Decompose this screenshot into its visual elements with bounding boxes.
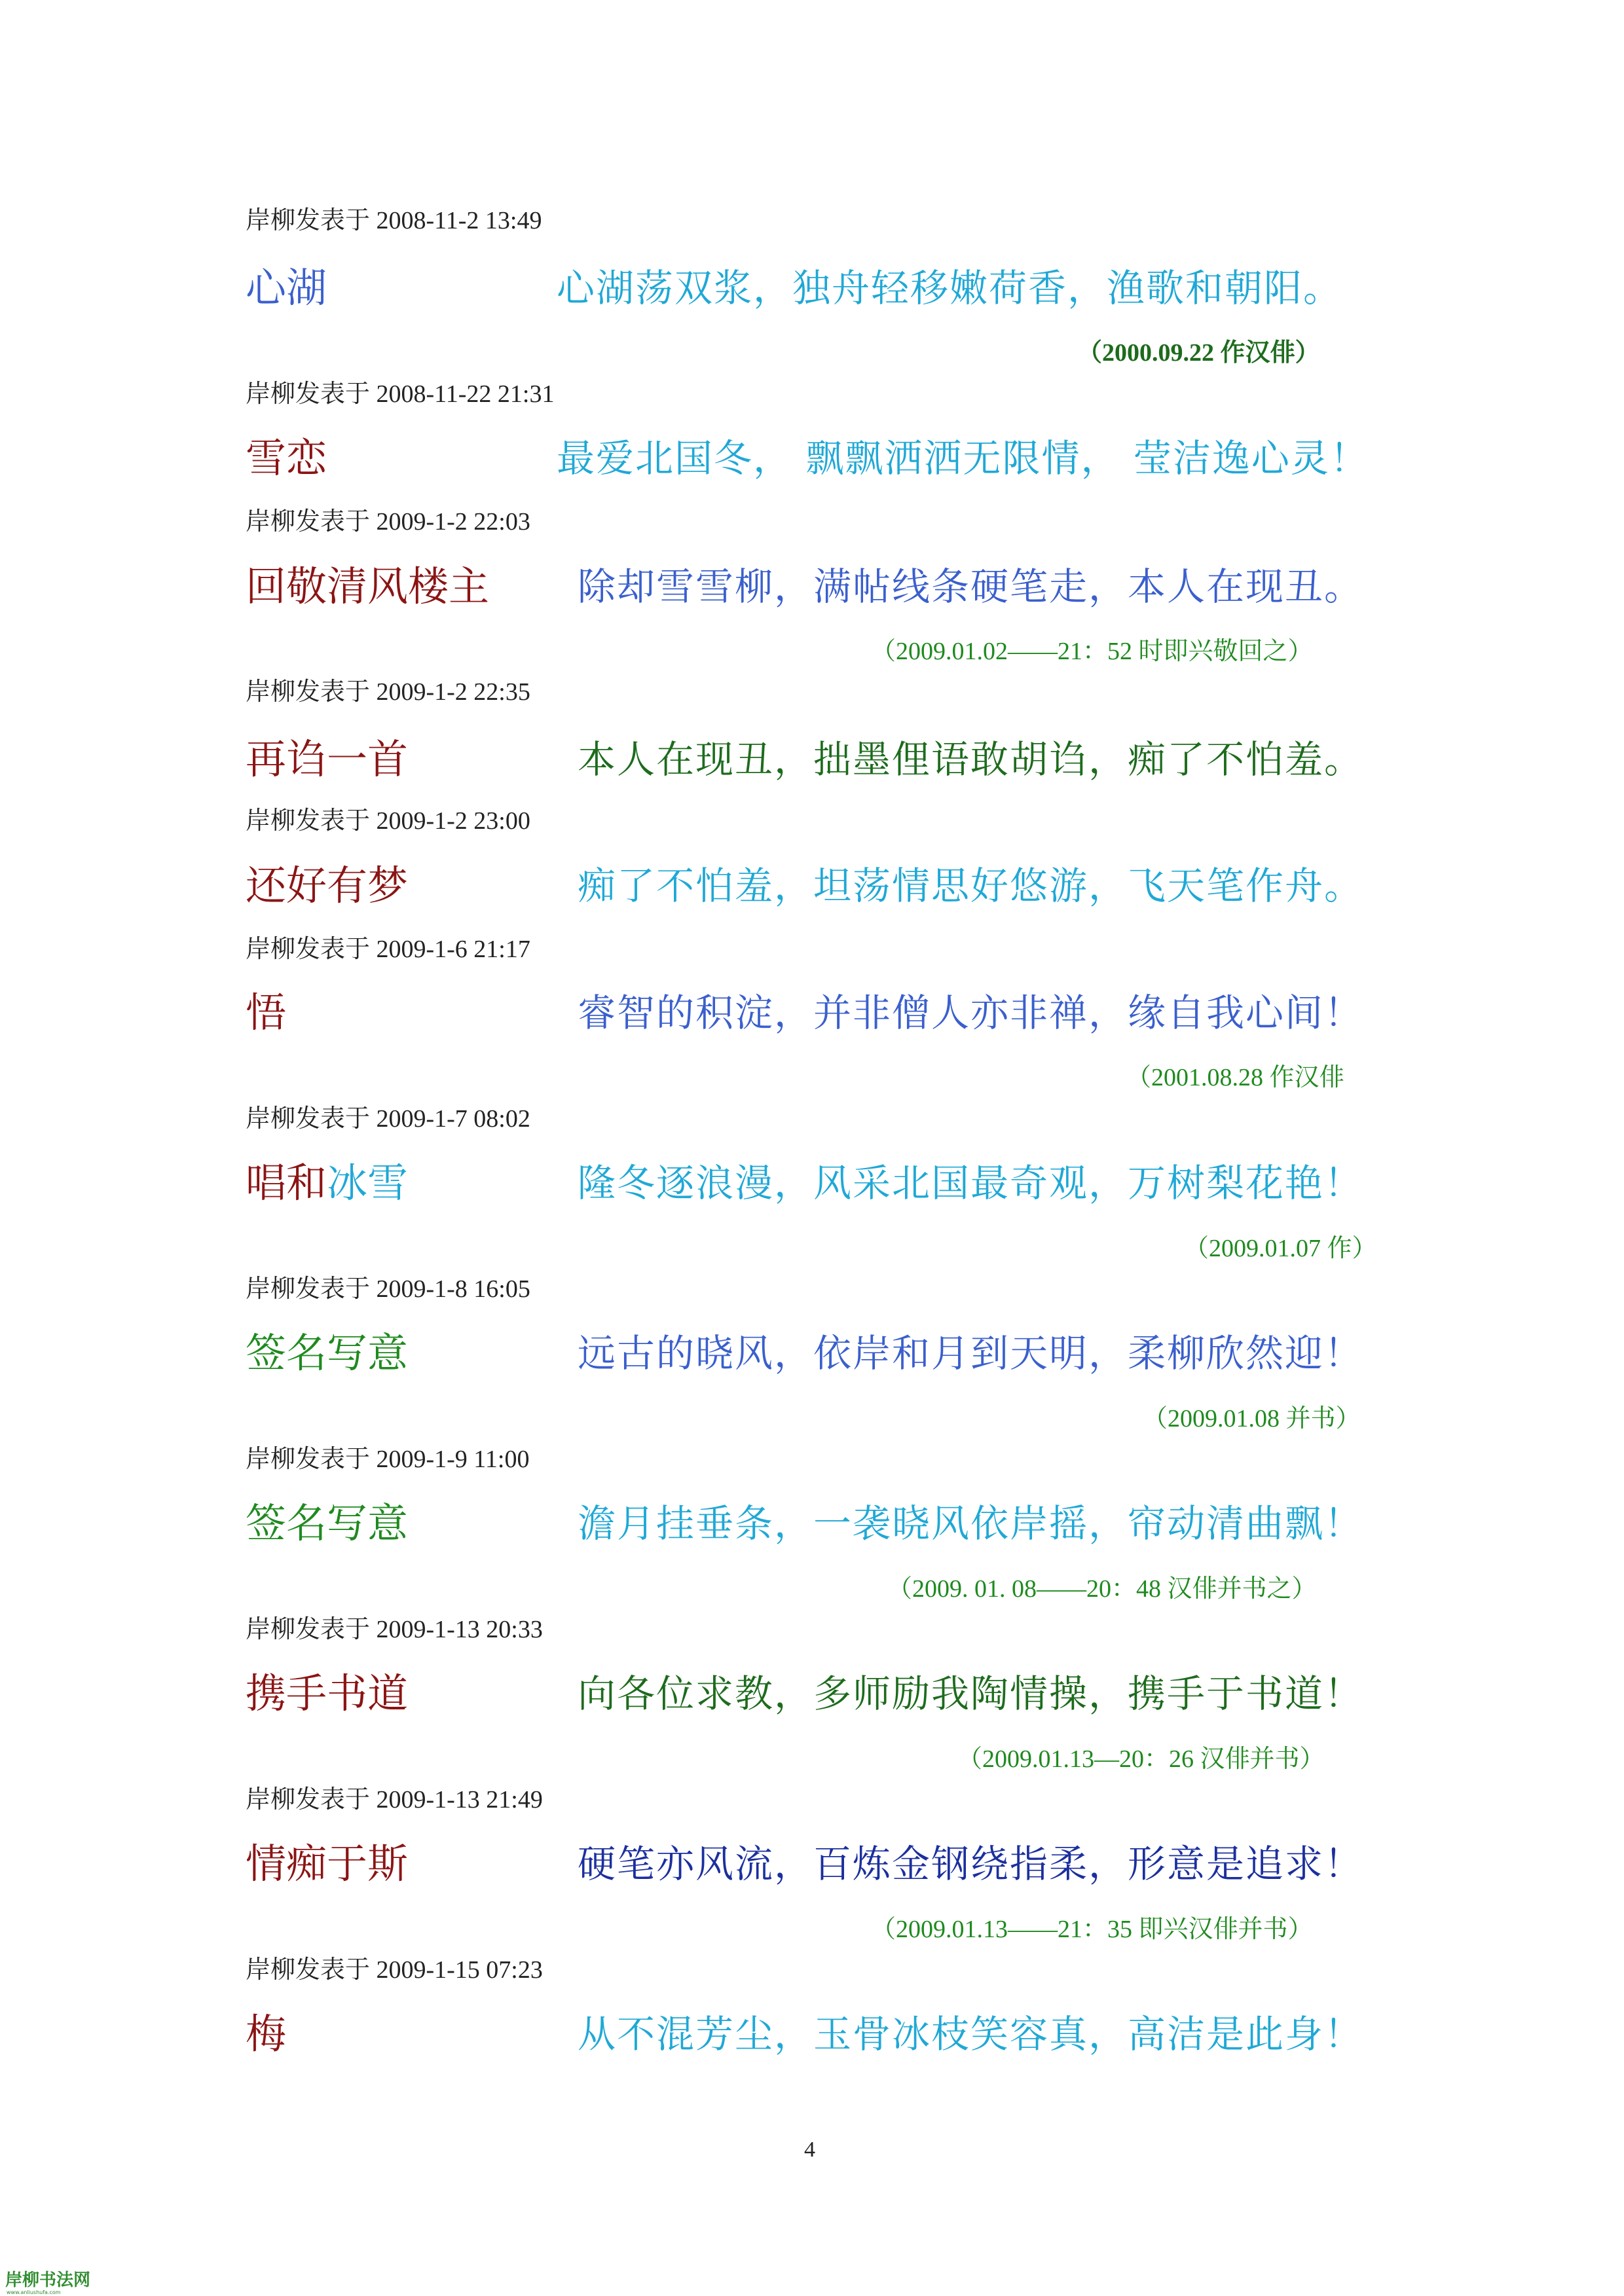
post-title: 还好有梦 <box>246 862 409 909</box>
post-verse: 除却雪雪柳，满帖线条硬笔走，本人在现丑。 <box>578 564 1364 609</box>
post-meta: 岸柳发表于 2009-1-2 23:00 <box>246 807 530 835</box>
post-note: （2000.09.22 作汉俳） <box>1077 339 1320 367</box>
post-meta: 岸柳发表于 2008-11-2 13:49 <box>246 207 542 234</box>
post-title: 情痴于斯 <box>246 1840 409 1887</box>
post-verse: 心湖荡双浆，独舟轻移嫩荷香，渔歌和朝阳。 <box>557 266 1343 310</box>
post-meta: 岸柳发表于 2009-1-6 21:17 <box>246 936 530 963</box>
post-title-part: 唱和 <box>246 1159 327 1207</box>
post-title: 心湖 <box>246 264 327 312</box>
post-verse: 硬笔亦风流，百炼金钢绕指柔，形意是追求！ <box>578 1842 1364 1886</box>
post-meta: 岸柳发表于 2009-1-13 20:33 <box>246 1616 543 1643</box>
post-meta: 岸柳发表于 2009-1-13 21:49 <box>246 1786 543 1813</box>
post-meta: 岸柳发表于 2008-11-22 21:31 <box>246 380 555 408</box>
post-meta: 岸柳发表于 2009-1-7 08:02 <box>246 1105 530 1133</box>
post-note: （2009.01.13——21：35 即兴汉俳并书） <box>871 1916 1313 1943</box>
post-verse: 向各位求教，多师励我陶情操，携手于书道！ <box>578 1671 1364 1716</box>
post-title: 悟 <box>246 989 287 1036</box>
post-title: 回敬清风楼主 <box>246 562 490 610</box>
post-note: （2009.01.02——21：52 时即兴敬回之） <box>871 638 1313 665</box>
post-title: 雪恋 <box>246 434 327 482</box>
post-note: （2009.01.07 作） <box>1184 1235 1377 1262</box>
post-meta: 岸柳发表于 2009-1-15 07:23 <box>246 1956 543 1984</box>
page-number: 4 <box>804 2138 815 2162</box>
post-title-part: 冰雪 <box>327 1159 409 1207</box>
post-verse: 从不混芳尘，玉骨冰枝笑容真，高洁是此身！ <box>578 2012 1364 2056</box>
post-title: 携手书道 <box>246 1669 409 1717</box>
post-verse: 澹月挂垂条，一袭晓风依岸摇，帘动清曲飘！ <box>578 1501 1364 1546</box>
post-title: 梅 <box>246 2010 287 2058</box>
post-note: （2001.08.28 作汉俳 <box>1126 1064 1344 1091</box>
post-meta: 岸柳发表于 2009-1-8 16:05 <box>246 1275 530 1303</box>
post-verse: 睿智的积淀，并非僧人亦非禅，缘自我心间！ <box>578 991 1364 1035</box>
post-note: （2009. 01. 08——20：48 汉俳并书之） <box>887 1575 1317 1603</box>
post-title <box>246 1150 408 1209</box>
post-meta: 岸柳发表于 2009-1-9 11:00 <box>246 1446 530 1473</box>
site-logo-url: www.anliushufa.com <box>7 2289 61 2295</box>
post-meta: 岸柳发表于 2009-1-2 22:35 <box>246 678 530 706</box>
post-verse: 最爱北国冬， 飘飘洒洒无限情， 莹洁逸心灵！ <box>557 436 1369 481</box>
post-title: 再诌一首 <box>246 735 409 783</box>
site-logo: 岸柳书法网 <box>5 2270 91 2290</box>
post-title: 签名写意 <box>246 1329 409 1377</box>
post-meta: 岸柳发表于 2009-1-2 22:03 <box>246 508 530 536</box>
post-note: （2009.01.13—20：26 汉俳并书） <box>957 1745 1325 1773</box>
post-verse: 隆冬逐浪漫，风采北国最奇观，万树梨花艳！ <box>578 1161 1364 1205</box>
post-verse: 远古的晓风，依岸和月到天明，柔柳欣然迎！ <box>578 1331 1364 1376</box>
post-title: 签名写意 <box>246 1499 409 1547</box>
post-verse: 痴了不怕羞，坦荡情思好悠游，飞天笔作舟。 <box>578 864 1364 908</box>
post-verse: 本人在现丑，拙墨俚语敢胡诌，痴了不怕羞。 <box>578 737 1364 782</box>
post-note: （2009.01.08 并书） <box>1143 1405 1361 1432</box>
